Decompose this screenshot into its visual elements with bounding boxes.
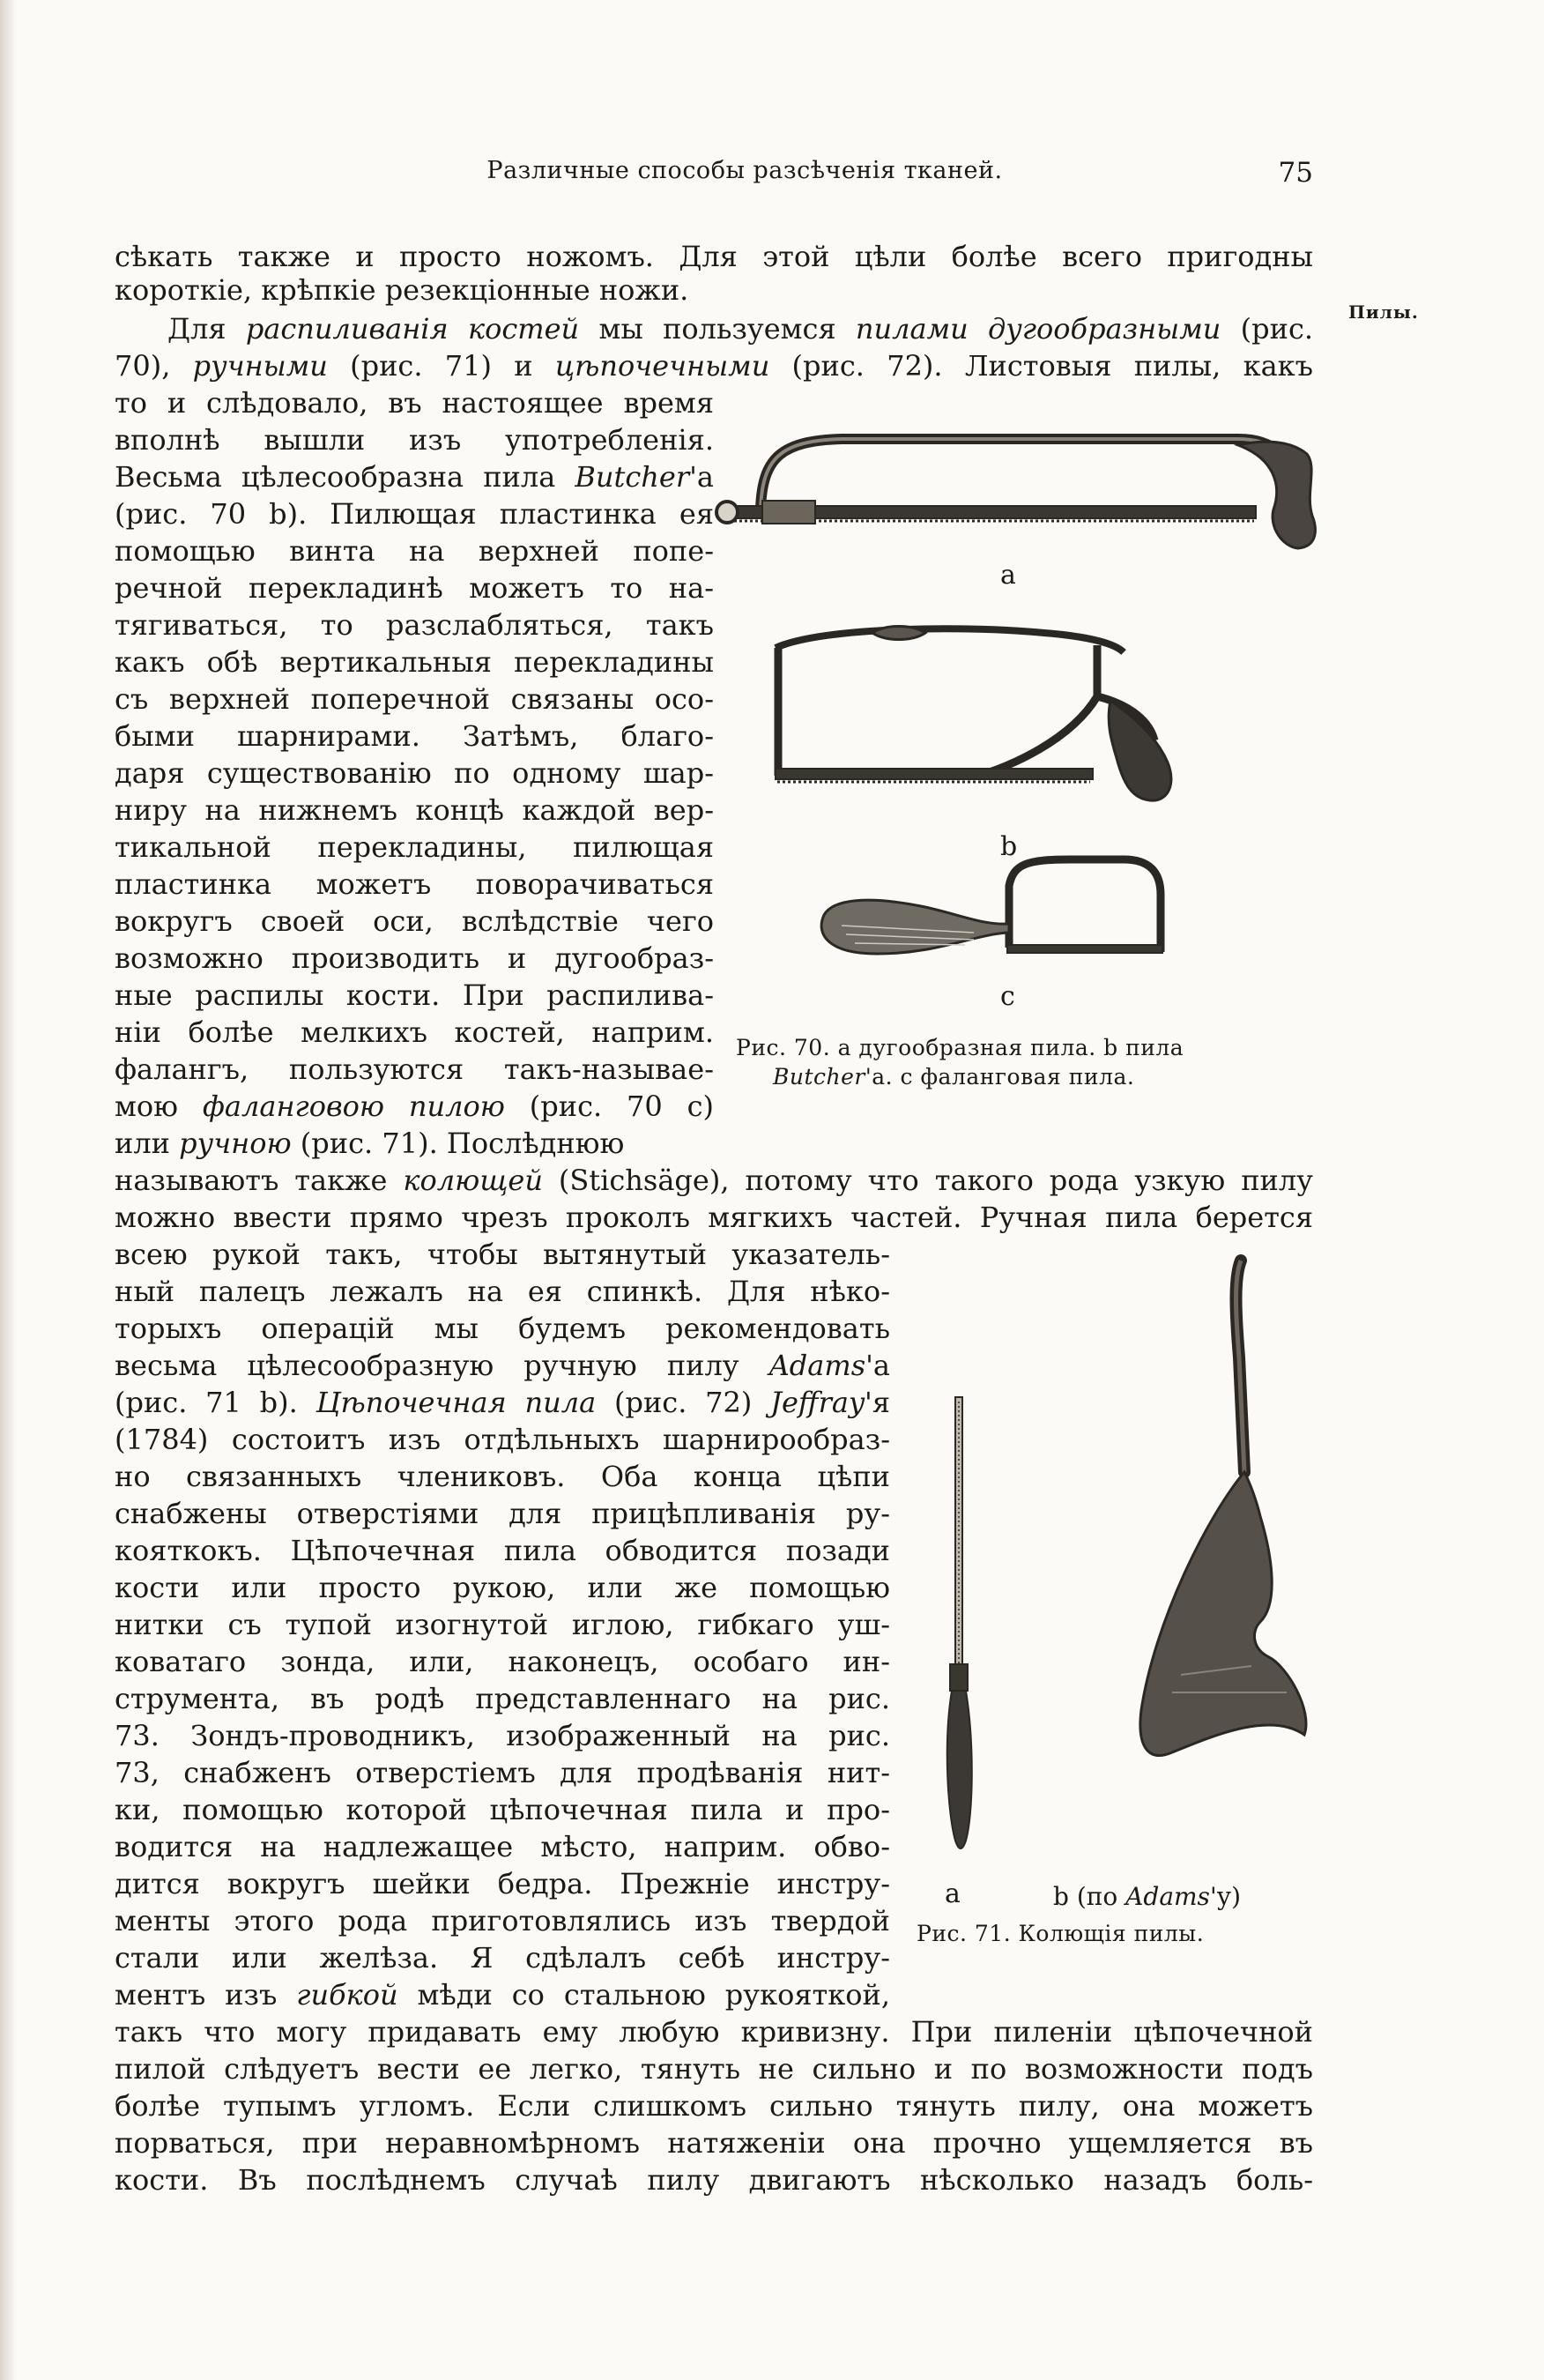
text-line: кости или просто рукою, или же помощью [115, 1571, 890, 1604]
text-line: речной перекладинѣ можетъ то на- [115, 571, 714, 605]
text-line: называютъ также колющей (Stichsäge), потому что такого рода узкую пилу [115, 1164, 1314, 1197]
text-line: короткіе, крѣпкіе резекціонные ножи. [115, 273, 689, 307]
page-edge-shadow [0, 0, 16, 2380]
running-header [176, 157, 1313, 196]
text-line: менты этого рода приготовлялись изъ твердой [115, 1904, 890, 1937]
text-line: торыхъ операцій мы будемъ рекомендовать [115, 1312, 890, 1345]
text-line: (рис. 71 b). Цѣпочечная пила (рис. 72) Jeffray'я [115, 1386, 891, 1419]
text-line: быми шарнирами. Затѣмъ, благо- [115, 719, 714, 753]
text-line: Весьма цѣлесообразна пила Butcher'а [115, 460, 714, 494]
text-line: всею рукой такъ, чтобы вытянутый указатель- [115, 1238, 890, 1271]
running-title: Различные способы разсѣченія тканей. [486, 157, 1003, 184]
text-line: съ верхней поперечной связаны осо- [115, 682, 714, 716]
text-line: струмента, въ родѣ представленнаго на рис. [115, 1682, 890, 1715]
text-line: тягиваться, то разслабляться, такъ [115, 608, 714, 642]
text-line: пластинка можетъ поворачиваться [115, 867, 714, 901]
margin-note: Пилы. [1348, 301, 1419, 323]
figure-71-caption: Рис. 71. Колющія пилы. [917, 1921, 1205, 1946]
text-line: кости. Въ послѣднемъ случаѣ пилу двигаютъ нѣсколько назадъ боль- [115, 2163, 1313, 2197]
text-line: ніи болѣе мелкихъ костей, наприм. [115, 1015, 714, 1049]
fig70-label-a: a [1000, 560, 1016, 591]
text-line: Для распиливанія костей мы пользуемся пилами дугообразными (рис. [167, 312, 1314, 346]
text-line: снабжены отверстіями для прицѣпливанія ру- [115, 1497, 890, 1530]
text-line: возможно производить и дугообраз- [115, 941, 714, 975]
text-line: фалангъ, пользуются такъ-называе- [115, 1052, 714, 1086]
text-line: или ручною (рис. 71). Послѣднюю [115, 1127, 625, 1160]
page-number: 75 [1278, 157, 1313, 189]
text-line: вокругъ своей оси, вслѣдствіе чего [115, 904, 714, 938]
text-line: какъ обѣ вертикальныя перекладины [115, 645, 714, 679]
fig70-label-b: b [1000, 831, 1018, 862]
text-line: мою фаланговою пилою (рис. 70 с) [115, 1090, 715, 1123]
text-line: ментъ изъ гибкой мѣди со стальною рукояткой, [115, 1978, 891, 2012]
text-line: сѣкать также и просто ножомъ. Для этой цѣли болѣе всего пригодны [115, 240, 1313, 273]
text-line: 73. Зондъ-проводникъ, изображенный на рис. [115, 1719, 890, 1752]
text-line: но связанныхъ члениковъ. Оба конца цѣпи [115, 1460, 890, 1493]
text-line: пилой слѣдуетъ вести ее легко, тянуть не сильно и по возможности подъ [115, 2052, 1313, 2086]
text-line: нитки съ тупой изогнутой иглою, гибкаго уш- [115, 1608, 890, 1641]
fig71-label-b: b (по Adams'у) [1053, 1882, 1242, 1911]
text-line: болѣе тупымъ угломъ. Если слишкомъ сильно тянуть пилу, она можетъ [115, 2089, 1313, 2123]
figure-70-caption-line2: Butcher'а. с фаланговая пила. [773, 1064, 1135, 1090]
text-line: ниру на нижнемъ концѣ каждой вер- [115, 793, 714, 827]
narrow-saw-a [947, 1397, 972, 1848]
text-line: весьма цѣлесообразную ручную пилу Adams'а [115, 1349, 890, 1382]
text-line: вполнѣ вышли изъ употребленія. [115, 423, 714, 457]
text-line: ные распилы кости. При распилива- [115, 978, 714, 1012]
text-line: (1784) состоитъ изъ отдѣльныхъ шарнирообраз- [115, 1423, 890, 1456]
butcher-saw-b [776, 627, 1171, 801]
figure-70-caption [736, 1033, 1184, 1091]
bow-saw-a [716, 439, 1315, 548]
text-line: (рис. 70 b). Пилющая пластинка ея [115, 497, 714, 531]
text-line: водится на надлежащее мѣсто, наприм. обво- [115, 1830, 890, 1863]
text-line: кояткокъ. Цѣпочечная пила обводится позади [115, 1534, 890, 1567]
text-line: стали или желѣза. Я сдѣлалъ себѣ инстру- [115, 1941, 890, 1975]
text-line: тикальной перекладины, пилющая [115, 830, 714, 864]
text-line: такъ что могу придавать ему любую кривизну. При пиленіи цѣпочечной [115, 2015, 1313, 2049]
text-line: можно ввести прямо чрезъ проколъ мягкихъ частей. Ручная пила берется [115, 1201, 1313, 1234]
text-line: 70), ручными (рис. 71) и цѣпочечными (рис. 72). Листовыя пилы, какъ [115, 349, 1314, 383]
figure-70-caption-line1: Рис. 70. a дугообразная пила. b пила [736, 1035, 1184, 1060]
text-line: коватаго зонда, или, наконецъ, особаго ин- [115, 1645, 890, 1678]
text-line: ки, помощью которой цѣпочечная пила и про- [115, 1793, 890, 1826]
fig71-label-a: a [945, 1878, 961, 1909]
text-line: порваться, при неравномѣрномъ натяженіи она прочно ущемляется въ [115, 2126, 1313, 2160]
phalanx-saw-c [821, 859, 1162, 954]
figure-70-illustration [709, 405, 1318, 1014]
text-line: дится вокругъ шейки бедра. Прежніе инстру- [115, 1867, 890, 1900]
adams-saw-b [1140, 1261, 1306, 1755]
text-line: помощью винта на верхней попе- [115, 534, 714, 568]
text-line: то и слѣдовало, въ настоящее время [115, 386, 714, 420]
text-line: даря существованію по одному шар- [115, 756, 714, 790]
text-line: ный палецъ лежалъ на ея спинкѣ. Для нѣко- [115, 1275, 890, 1308]
text-line: 73, снабженъ отверстіемъ для продѣванія нит- [115, 1756, 890, 1789]
fig70-label-c: c [1000, 981, 1015, 1012]
